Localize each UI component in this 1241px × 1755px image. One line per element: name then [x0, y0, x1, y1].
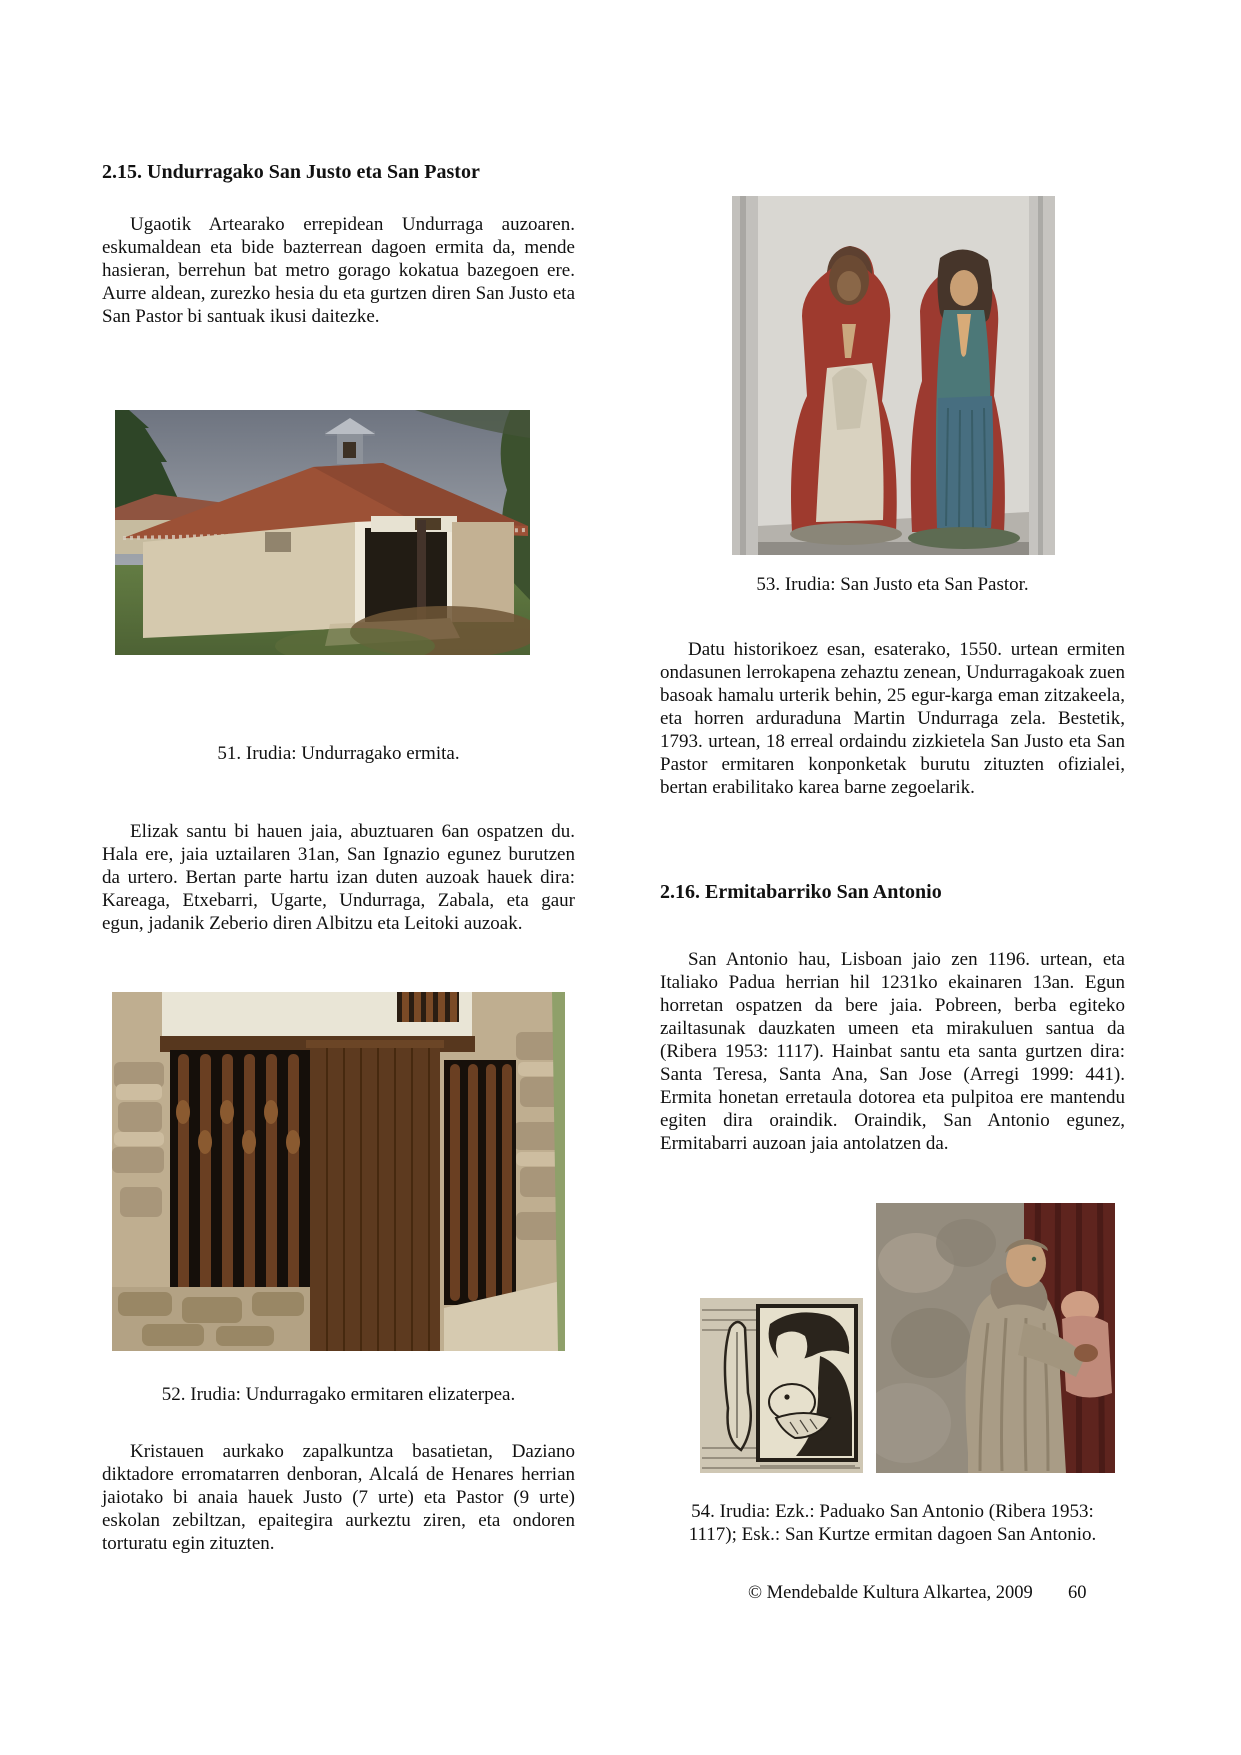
hermitage-exterior-illustration [115, 410, 530, 655]
paduako-san-antonio-engraving-illustration [700, 1298, 863, 1473]
footer-page-number: 60 [1068, 1583, 1087, 1603]
section-heading-2-15: 2.15. Undurragako San Justo eta San Pastor [102, 161, 480, 183]
figure-51-caption: 51. Irudia: Undurragako ermita. [217, 743, 460, 764]
paragraph-justo-pastor-history: Kristauen aurkako zapalkuntza basatietan, Daziano diktadore erromatarren denboran, Alcalá de Henares herrian jaiotako bi anaia hauek Justo (7 urte) eta Pastor (9 urte) eskolan zebiltzan, epaitegira aurkeztu ziren, eta ondoren torturatu egin zituzten. [102, 1441, 575, 1554]
paragraph-fiesta: Elizak santu bi hauen jaia, abuztuaren 6an ospatzen du. Hala ere, jaia uztailaren 31an, San Ignazio egunez burutzen da urtero. Bertan parte hartu izan duten auzoak hauek dira: Kareaga, Etxebarri, Ugarte, Undurraga, Zabala, eta gaur egun, jadanik Zeberio diren Albitzu eta Leitoki auzoak. [102, 821, 575, 934]
paragraph-historical-data: Datu historikoez esan, esaterako, 1550. urtean ermiten ondasunen lerrokapena zehaztu zenean, Undurragakoak zuen basoak hamalu urterik behin, 25 egur-karga eman zitzakeela, eta horren arduraduna Martin Undurraga zela. Bestetik, 1793. urtean, 18 erreal ordaindu zizkietela San Justo eta San Pastor ermitaren konponketak burutu zituzten ofizialei, bertan erabilitako karea barne zegoelarik. [660, 639, 1125, 798]
figure-51-hermitage-photo [115, 410, 530, 655]
figure-54-engraving [700, 1298, 863, 1473]
figure-54-caption [660, 1500, 1125, 1546]
paragraph-san-antonio: San Antonio hau, Lisboan jaio zen 1196. urtean, eta Italiako Padua herrian hil 1231ko ekainaren 13an. Egun horretan ospatzen da bere jaia. Pobreen, berba egiteko zailtasunak dauzkaten umeen eta mirakuluen santua da (Ribera 1953: 1117). Hainbat santu eta santa gurtzen dira: Santa Teresa, Santa Ana, San Jose (Arregi 1999: 441). Ermita honetan erretaula dotorea eta pulpitoa ere mantendu egiten dira oraindik. Oraindik, San Antonio egunez, Ermitabarri auzoan jaia antolatzen da. [660, 949, 1125, 1154]
footer-copyright: © Mendebalde Kultura Alkartea, 2009 [748, 1583, 1033, 1603]
figure-52-porch-photo [112, 992, 565, 1351]
san-justo-san-pastor-statues-illustration [732, 196, 1055, 555]
section-heading-2-16: 2.16. Ermitabarriko San Antonio [660, 881, 942, 903]
figure-53-statues-photo [732, 196, 1055, 555]
san-kurtze-san-antonio-statue-illustration [876, 1203, 1115, 1473]
paragraph-undurraga-intro: Ugaotik Artearako errepidean Undurraga auzoaren. eskumaldean eta bide bazterrean dagoen ermita da, mende hasieran, berrehun bat metro gorago kokatua bazegoen ere. Aurre aldean, zurezko hesia du eta gurtzen diren San Justo eta San Pastor bi santuak ikusi daitezke. [102, 214, 575, 327]
figure-54-caption-line-1: 54. Irudia: Ezk.: Paduako San Antonio (Ribera 1953: [691, 1501, 1094, 1522]
hermitage-porch-illustration [112, 992, 565, 1351]
figure-54-caption-line-2: 1117); Esk.: San Kurtze ermitan dagoen San Antonio. [688, 1524, 1097, 1545]
figure-53-caption: 53. Irudia: San Justo eta San Pastor. [756, 574, 1029, 595]
figure-52-caption: 52. Irudia: Undurragako ermitaren elizaterpea. [161, 1384, 516, 1405]
figure-54-statue-photo [876, 1203, 1115, 1473]
